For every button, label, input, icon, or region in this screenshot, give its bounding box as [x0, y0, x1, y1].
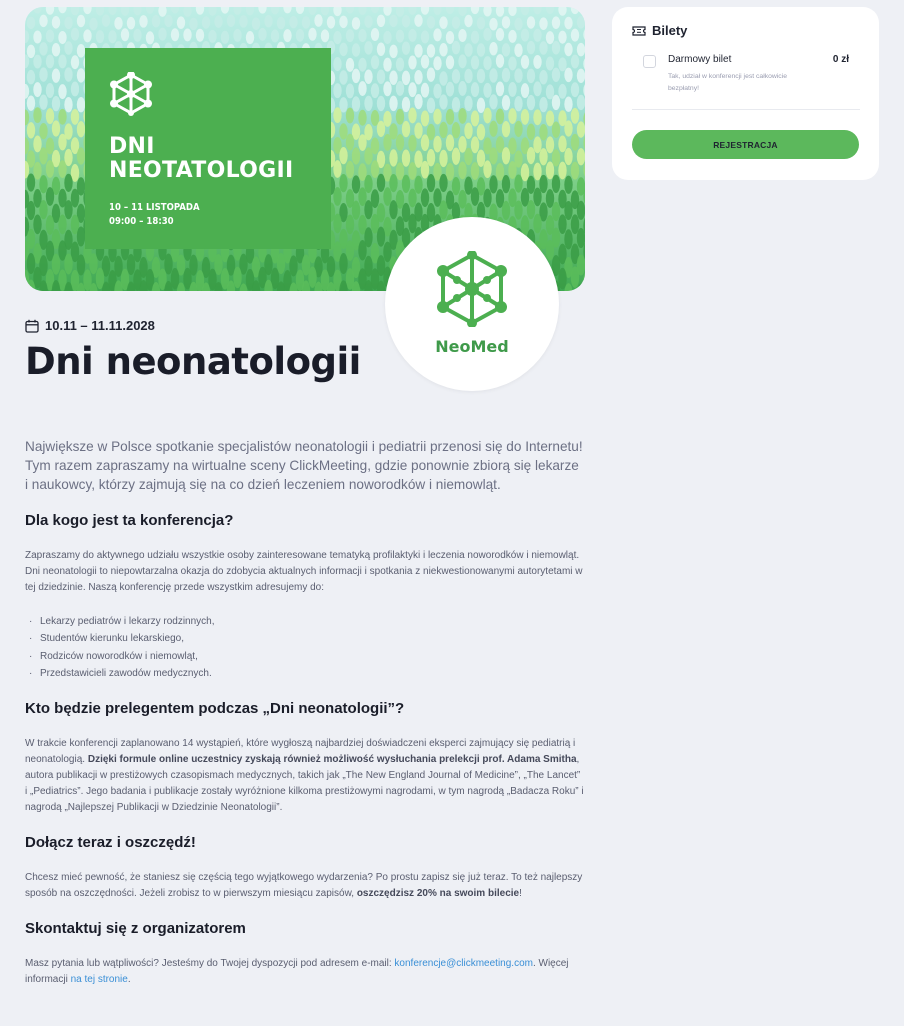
tickets-panel	[612, 7, 879, 180]
hero-card	[85, 48, 331, 249]
audience-paragraph: Zapraszamy do aktywnego udziału wszystkie osoby zainteresowane tematyką profilaktyki i leczenia noworodków i niemowląt. Dni neonatologii to niepowtarzalna okazja do zdobycia aktualnych informacji i spotkania z niekwestionowanymi autorytetami w tej dziedzinie. Naszą konferencję przede wszystkim adresujemy do:	[25, 550, 583, 593]
audience-list	[25, 613, 585, 682]
event-description	[25, 437, 585, 988]
section-heading-contact: Skontaktuj się z organizatorem	[25, 920, 246, 938]
ticket-icon	[632, 25, 646, 37]
list-item: · Przedstawicieli zawodów medycznych.	[25, 665, 585, 682]
calendar-icon	[25, 319, 39, 333]
page-title: Dni neonatologii	[25, 340, 361, 383]
organizer-name: NeoMed	[435, 337, 509, 356]
list-item: · Studentów kierunku lekarskiego,	[25, 630, 585, 647]
tickets-header	[632, 23, 859, 38]
ticket-description: Tak, udział w konferencji jest całkowicie bezpłatny!	[668, 73, 787, 92]
ticket-option[interactable]	[632, 54, 859, 95]
organizer-logo	[385, 217, 559, 391]
divider	[632, 109, 860, 110]
section-heading-speakers: Kto będzie prelegentem podczas „Dni neonatologii”?	[25, 700, 405, 718]
hero-card-dates: 10 – 11 LISTOPADA 09:00 – 18:30	[109, 202, 200, 227]
contact-paragraph: Masz pytania lub wątpliwości? Jesteśmy do Twojej dyspozycji pod adresem e-mail: konferencje@clickmeeting.com. Więcej informacji na tej stronie.	[25, 958, 569, 986]
section-heading-join: Dołącz teraz i oszczędź!	[25, 834, 196, 852]
event-date-text: 10.11 – 11.11.2028	[45, 318, 155, 333]
hero-card-title: DNI NEOTATOLOGII	[109, 134, 294, 183]
ticket-info	[668, 54, 821, 95]
ticket-checkbox[interactable]	[643, 55, 656, 68]
ticket-price: 0 zł	[832, 54, 849, 65]
join-paragraph: Chcesz mieć pewność, że staniesz się częścią tego wyjątkowego wydarzenia? Po prostu zapisz się już teraz. To też najlepszy sposób na oszczędności. Jeżeli zrobisz to w pierwszym miesiącu zapisów, oszczędzisz 20% na swoim bilecie!	[25, 872, 583, 900]
section-heading-audience: Dla kogo jest ta konferencja?	[25, 512, 234, 529]
event-date	[25, 318, 155, 333]
list-item: · Rodziców noworodków i niemowląt,	[25, 648, 585, 665]
lead-paragraph: Największe w Polsce spotkanie specjalistów neonatologii i pediatrii przenosi się do Internetu! Tym razem zapraszamy na wirtualne sceny ClickMeeting, gdzie ponownie zbiorą się lekarze i naukowcy, którzy zajmują się na co dzień leczeniem noworodków i niemowląt.	[25, 439, 583, 492]
neomed-logo-icon	[437, 251, 507, 327]
speakers-paragraph: W trakcie konferencji zaplanowano 14 wystąpień, które wygłoszą najbardziej doświadczeni eksperci zajmujący się pediatrią i neonatologią. Dzięki formule online uczestnicy zyskają również możliwość wysłuchania prelekcji prof. Adama Smitha, autora publikacji w prestiżowych czasopismach medycznych, takich jak „The New England Journal of Medicine”, „The Lancet” i „Pediatrics”. Jego badania i publikacje zostały wyróżnione kilkoma prestiżowymi nagrodami, w tym nagrodą „Badacza Roku” i nagrodą „Najlepszej Publikacji w Dziedzinie Neonatologii”.	[25, 738, 584, 814]
register-button[interactable]: REJESTRACJA	[632, 130, 859, 159]
molecule-logo-icon	[109, 72, 153, 116]
ticket-name: Darmowy bilet	[668, 54, 732, 65]
contact-email-link[interactable]: konferencje@clickmeeting.com	[394, 958, 533, 970]
more-info-link[interactable]: na tej stronie	[70, 974, 128, 986]
list-item: · Lekarzy pediatrów i lekarzy rodzinnych,	[25, 613, 585, 630]
tickets-title: Bilety	[652, 23, 688, 38]
